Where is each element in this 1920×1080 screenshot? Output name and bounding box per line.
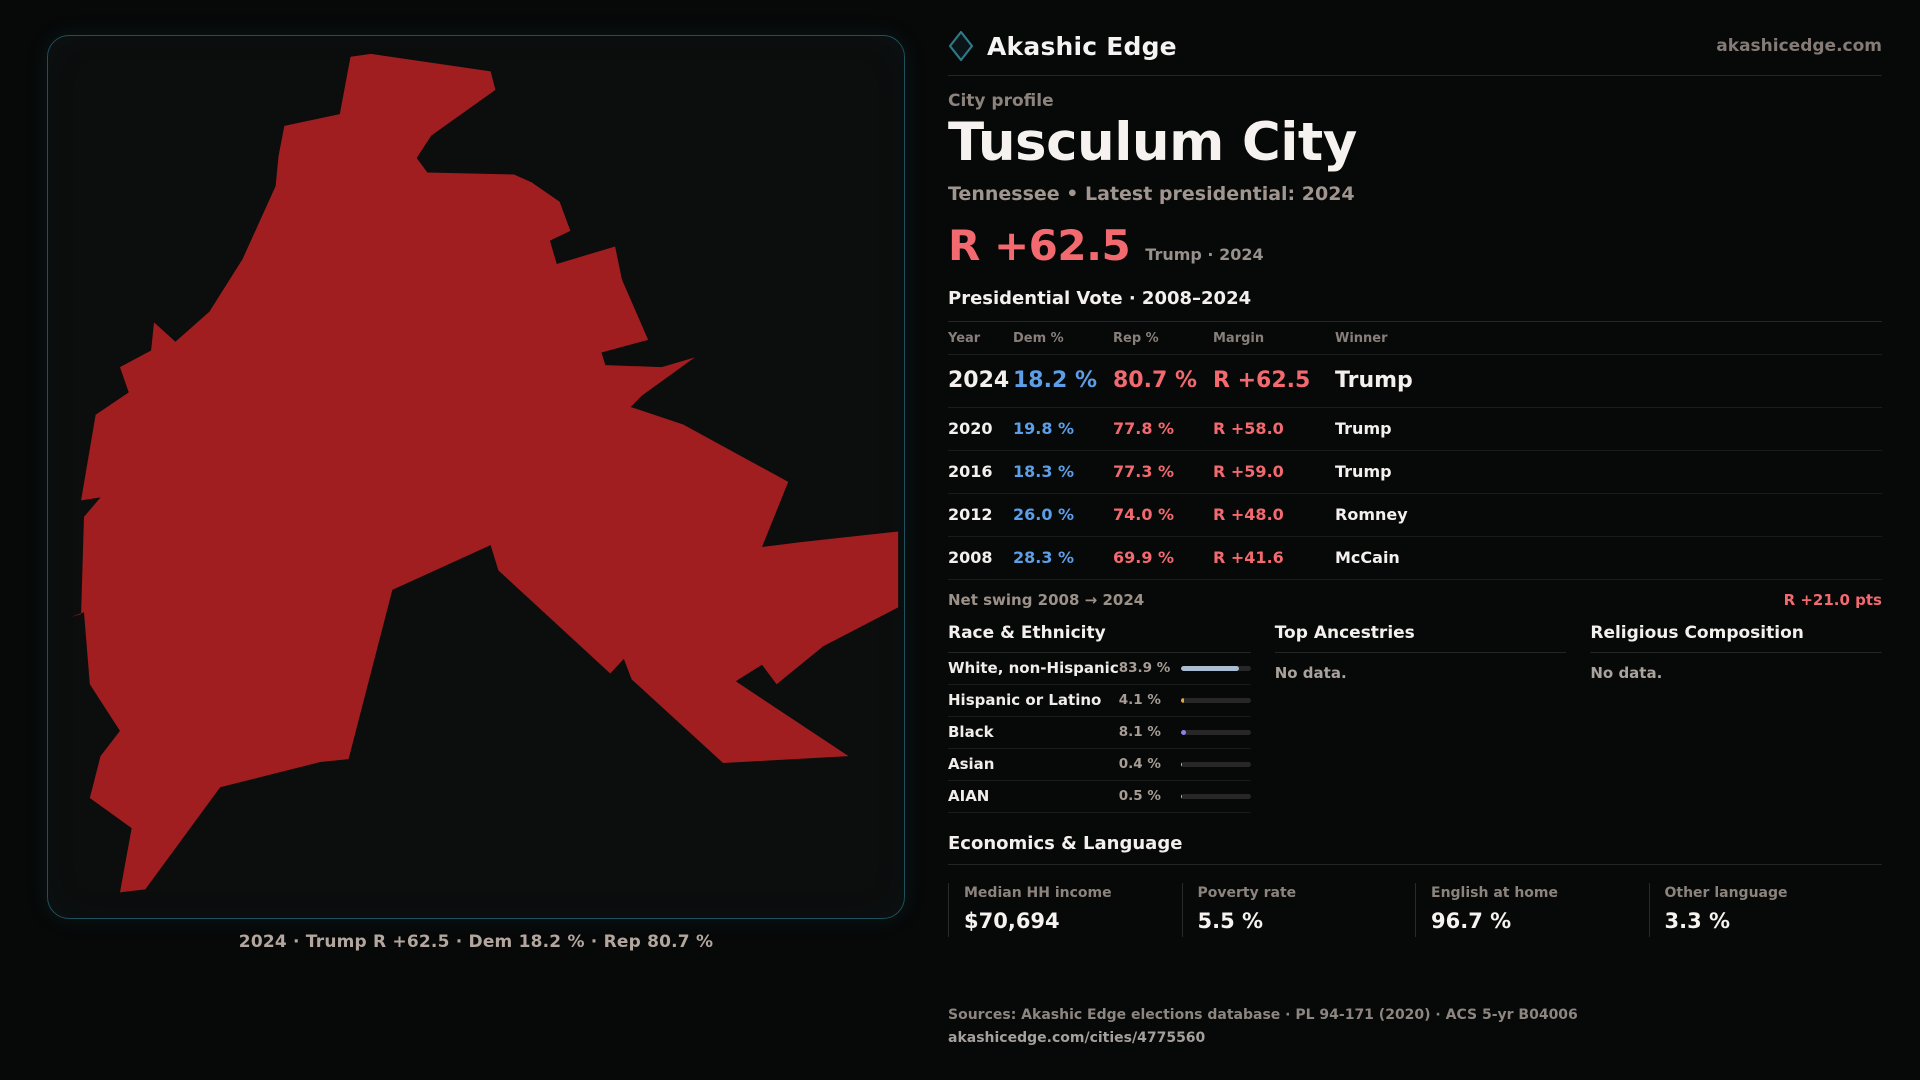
table-row <box>948 451 1882 494</box>
race-bar <box>1181 794 1251 799</box>
race-value: 8.1 % <box>1118 724 1161 741</box>
cell-dem: 19.8 % <box>1013 418 1075 438</box>
cell-margin: R +62.5 <box>1213 367 1311 393</box>
cell-rep: 74.0 % <box>1113 504 1175 524</box>
race-value: 0.5 % <box>1118 788 1161 805</box>
ancestries-section-title: Top Ancestries <box>1275 623 1567 653</box>
demographics-grid <box>948 623 1882 813</box>
ancestries-empty-state: No data. <box>1274 663 1347 682</box>
col-header-dem: Dem % <box>1013 330 1064 346</box>
cell-rep: 69.9 % <box>1113 547 1175 567</box>
cell-year: 2024 <box>948 367 1010 393</box>
religion-section <box>1590 623 1882 813</box>
cell-margin: R +59.0 <box>1213 461 1284 481</box>
cell-year: 2008 <box>948 547 993 567</box>
permalink[interactable]: akashicedge.com/cities/4775560 <box>948 1030 1206 1046</box>
city-boundary-shape <box>70 54 898 892</box>
cell-winner: Trump <box>1335 367 1413 393</box>
net-swing-value: R +21.0 pts <box>1783 590 1882 609</box>
table-row <box>948 355 1882 408</box>
race-value: 83.9 % <box>1118 660 1171 677</box>
cell-dem: 28.3 % <box>1013 547 1075 567</box>
table-row <box>948 408 1882 451</box>
race-section-title: Race & Ethnicity <box>948 623 1251 653</box>
cell-rep: 77.8 % <box>1113 418 1175 438</box>
economics-stats <box>948 883 1882 937</box>
cell-winner: Trump <box>1335 461 1392 481</box>
stat-label: English at home <box>1431 884 1559 901</box>
map-caption: 2024 · Trump R +62.5 · Dem 18.2 % · Rep 80.7 % <box>238 932 714 952</box>
col-header-margin: Margin <box>1213 330 1265 346</box>
header-divider <box>948 75 1882 76</box>
page-title: Tusculum City <box>948 112 1357 173</box>
cell-winner: Romney <box>1335 504 1408 524</box>
header <box>948 30 1882 62</box>
headline-margin-row <box>948 221 1882 270</box>
ancestries-section <box>1275 623 1567 813</box>
col-header-rep: Rep % <box>1113 330 1159 346</box>
race-value: 0.4 % <box>1118 756 1161 773</box>
table-row <box>948 537 1882 580</box>
stat-label: Poverty rate <box>1197 884 1297 901</box>
stat-value: 96.7 % <box>1431 908 1512 933</box>
cell-rep: 80.7 % <box>1113 367 1197 393</box>
stat-label: Median HH income <box>964 884 1112 901</box>
economics-section <box>948 833 1882 937</box>
stat-poverty-rate <box>1182 883 1416 937</box>
list-item <box>948 685 1251 717</box>
cell-winner: Trump <box>1335 418 1392 438</box>
cell-margin: R +48.0 <box>1213 504 1284 524</box>
city-boundary-map <box>48 36 904 918</box>
stat-median-income <box>948 883 1182 937</box>
col-header-winner: Winner <box>1335 330 1388 346</box>
race-bar <box>1181 730 1251 735</box>
race-label: Black <box>948 723 994 742</box>
race-bar <box>1181 666 1251 671</box>
cell-year: 2016 <box>948 461 993 481</box>
stat-label: Other language <box>1664 884 1788 901</box>
economics-section-title: Economics & Language <box>948 833 1882 865</box>
cell-year: 2012 <box>948 504 993 524</box>
page-eyebrow: City profile <box>948 91 1054 111</box>
race-label: Hispanic or Latino <box>948 691 1102 710</box>
race-label: White, non-Hispanic <box>948 659 1119 678</box>
cell-year: 2020 <box>948 418 993 438</box>
brand-name: Akashic Edge <box>987 31 1177 61</box>
city-map-panel <box>47 35 905 919</box>
cell-winner: McCain <box>1335 547 1400 567</box>
stat-value: $70,694 <box>964 908 1060 933</box>
net-swing-label: Net swing 2008 → 2024 <box>948 590 1145 609</box>
list-item <box>948 781 1251 813</box>
religion-section-title: Religious Composition <box>1590 623 1882 653</box>
stat-value: 3.3 % <box>1664 908 1731 933</box>
stat-other-language <box>1649 883 1883 937</box>
cell-dem: 26.0 % <box>1013 504 1075 524</box>
race-label: Asian <box>948 755 995 774</box>
diamond-logo-icon <box>948 30 974 62</box>
stat-value: 5.5 % <box>1197 908 1264 933</box>
cell-margin: R +58.0 <box>1213 418 1284 438</box>
stat-english-at-home <box>1415 883 1649 937</box>
city-meta: Tennessee • Latest presidential: 2024 <box>948 182 1355 205</box>
cell-margin: R +41.6 <box>1213 547 1284 567</box>
vote-table <box>948 321 1882 580</box>
list-item <box>948 717 1251 749</box>
race-label: AIAN <box>948 787 990 806</box>
profile-panel <box>948 30 1882 937</box>
vote-table-title: Presidential Vote · 2008–2024 <box>948 287 1252 309</box>
race-value: 4.1 % <box>1118 692 1161 709</box>
cell-dem: 18.2 % <box>1013 367 1097 393</box>
religion-empty-state: No data. <box>1590 663 1663 682</box>
col-header-year: Year <box>948 330 981 346</box>
list-item <box>948 749 1251 781</box>
site-domain-link[interactable]: akashicedge.com <box>1716 36 1882 56</box>
list-item <box>948 653 1251 685</box>
vote-table-header <box>948 322 1882 355</box>
table-row <box>948 494 1882 537</box>
net-swing-row <box>948 580 1882 619</box>
headline-margin-context: Trump · 2024 <box>1145 244 1264 264</box>
race-ethnicity-section <box>948 623 1251 813</box>
cell-dem: 18.3 % <box>1013 461 1075 481</box>
sources-text: Sources: Akashic Edge elections database · PL 94-171 (2020) · ACS 5-yr B04006 <box>948 1007 1578 1023</box>
race-bar <box>1181 698 1251 703</box>
headline-margin-value: R +62.5 <box>948 220 1131 270</box>
race-bar <box>1181 762 1251 767</box>
footer <box>948 1007 1578 1046</box>
cell-rep: 77.3 % <box>1113 461 1175 481</box>
